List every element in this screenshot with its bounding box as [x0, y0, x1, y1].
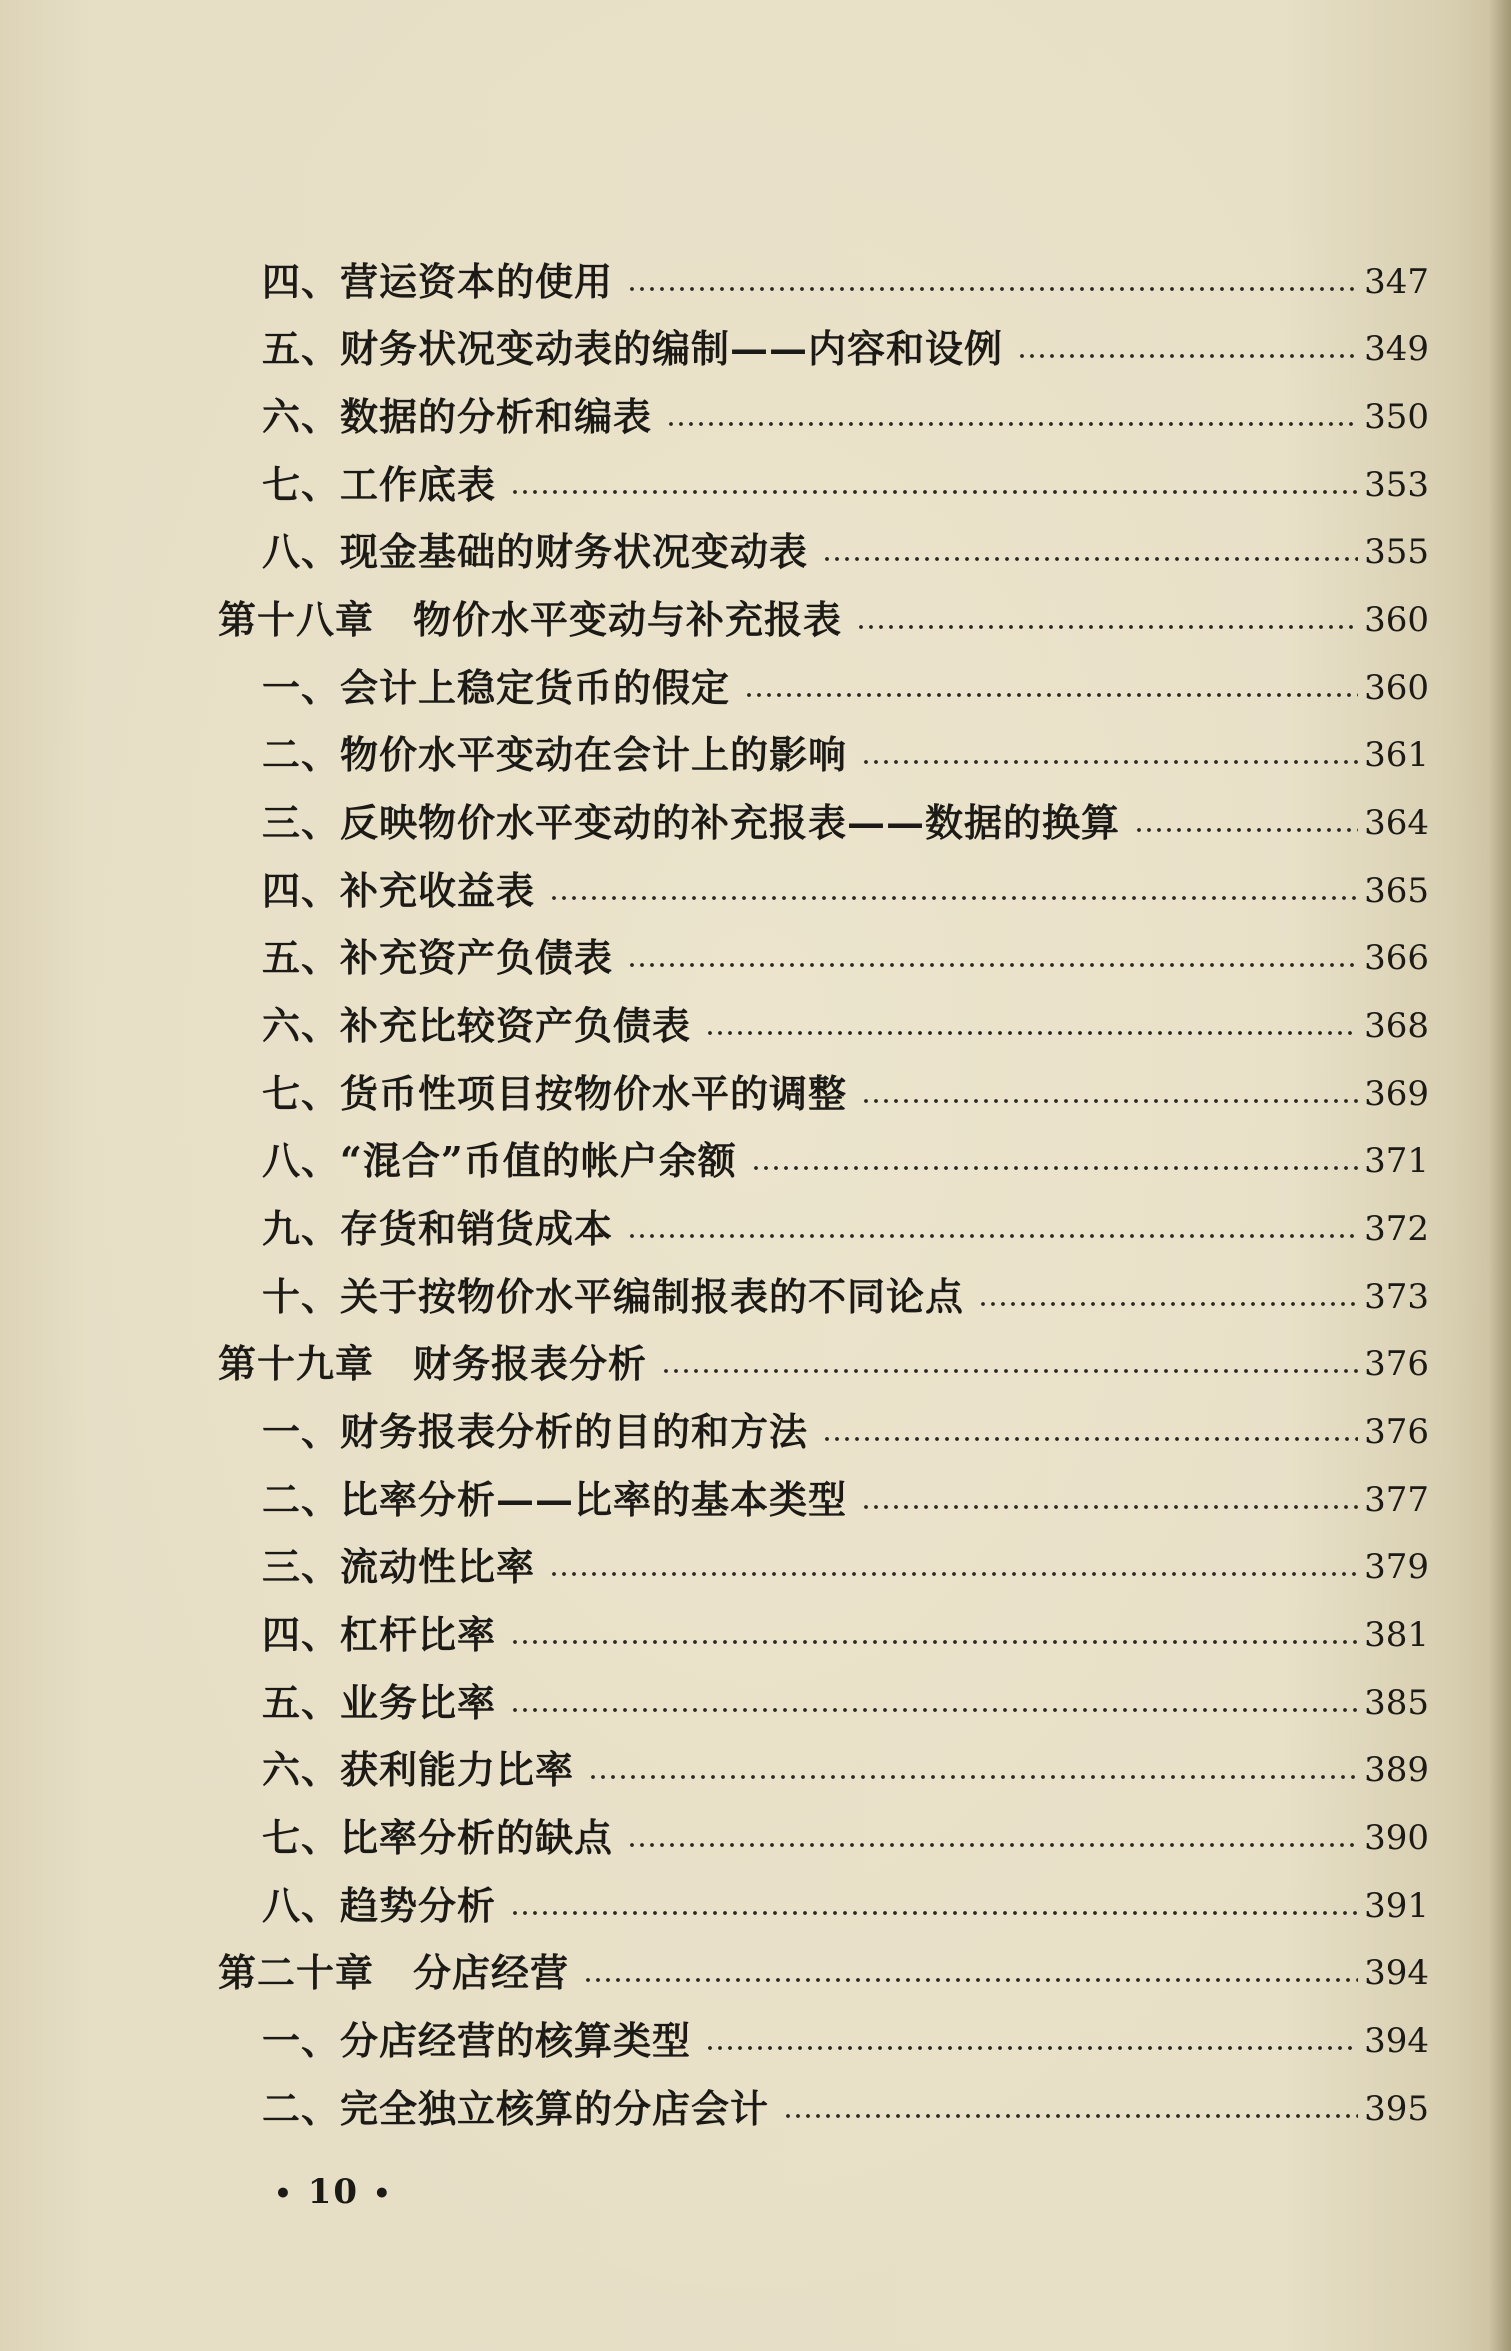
toc-entry [262, 317, 1429, 381]
dot-leader [978, 1301, 1358, 1307]
toc-entry [262, 656, 1429, 720]
toc-entry-page: 395 [1364, 2089, 1429, 2129]
toc-entry [262, 1468, 1429, 1532]
dot-leader [783, 2113, 1358, 2119]
toc-entry-page: 390 [1364, 1818, 1429, 1858]
toc-entry-title: 六、补充比较资产负债表 [262, 1003, 692, 1048]
toc-entry [262, 1874, 1429, 1938]
dot-leader [549, 895, 1358, 901]
toc-entry-page: 347 [1364, 262, 1429, 302]
dot-leader [744, 692, 1358, 698]
toc-entry-title: 四、营运资本的使用 [262, 259, 614, 304]
toc-entry-title: 五、业务比率 [262, 1680, 497, 1725]
dot-leader [861, 1098, 1358, 1104]
dot-leader [510, 1910, 1358, 1916]
dot-leader [705, 1030, 1358, 1036]
dot-leader [705, 2045, 1358, 2051]
toc-entry-title: 三、流动性比率 [262, 1544, 536, 1589]
toc-entry [262, 385, 1429, 449]
toc-entry-page: 376 [1364, 1344, 1429, 1384]
toc-entry [262, 1671, 1429, 1735]
toc-chapter-title: 第十八章 物价水平变动与补充报表 [218, 597, 843, 642]
toc-entry [262, 1265, 1429, 1329]
toc-entry-page: 376 [1364, 1412, 1429, 1452]
toc-entry-page: 369 [1364, 1074, 1429, 1114]
dot-leader [822, 1436, 1358, 1442]
toc-entry-page: 394 [1364, 1953, 1429, 1993]
toc-entry [262, 994, 1429, 1058]
toc-entry-page: 372 [1364, 1209, 1429, 1249]
toc-entry [262, 791, 1429, 855]
toc-entry-title: 一、会计上稳定货币的假定 [262, 665, 731, 710]
toc-entry-page: 394 [1364, 2021, 1429, 2061]
dot-leader [627, 286, 1358, 292]
toc-chapter-entry [218, 1332, 1429, 1396]
toc-entry-title: 六、数据的分析和编表 [262, 394, 653, 439]
toc-entry-title: 六、获利能力比率 [262, 1747, 575, 1792]
toc-entry-page: 373 [1364, 1277, 1429, 1317]
dot-leader [588, 1774, 1358, 1780]
toc-entry-page: 361 [1364, 735, 1429, 775]
toc-entry [262, 723, 1429, 787]
toc-entry-page: 381 [1364, 1615, 1429, 1655]
toc-entry [262, 2009, 1429, 2073]
toc-entry-page: 360 [1364, 668, 1429, 708]
toc-entry [262, 1738, 1429, 1802]
toc-entry-title: 四、补充收益表 [262, 868, 536, 913]
dot-leader [861, 759, 1358, 765]
toc-entry [262, 859, 1429, 923]
toc-entry-title: 九、存货和销货成本 [262, 1206, 614, 1251]
dot-leader [627, 1233, 1358, 1239]
toc-entry [262, 1535, 1429, 1599]
footer-bullet-right: • [372, 2177, 393, 2210]
dot-leader [1134, 827, 1358, 833]
dot-leader [510, 1639, 1358, 1645]
toc-chapter-entry [218, 1941, 1429, 2005]
dot-leader [861, 1504, 1358, 1510]
footer-bullet-left: • [274, 2177, 294, 2210]
toc-entry-page: 377 [1364, 1480, 1429, 1520]
toc-entry-title: 七、货币性项目按物价水平的调整 [262, 1071, 848, 1116]
toc-entry-title: 一、财务报表分析的目的和方法 [262, 1409, 809, 1454]
page-number-footer [274, 2172, 393, 2212]
toc-entry [262, 250, 1429, 314]
toc-entry-page: 368 [1364, 1006, 1429, 1046]
toc-entry-title: 七、比率分析的缺点 [262, 1815, 614, 1860]
toc-entry-page: 366 [1364, 938, 1429, 978]
dot-leader [666, 421, 1358, 427]
toc-entry-page: 364 [1364, 803, 1429, 843]
toc-entry-page: 360 [1364, 600, 1429, 640]
page-number: 10 [307, 2172, 360, 2212]
toc-entry-title: 二、物价水平变动在会计上的影响 [262, 732, 848, 777]
toc-entry-page: 365 [1364, 871, 1429, 911]
dot-leader [856, 624, 1358, 630]
toc-entry-title: 一、分店经营的核算类型 [262, 2018, 692, 2063]
toc-chapter-entry [218, 588, 1429, 652]
toc-entry-page: 391 [1364, 1886, 1429, 1926]
toc-entry-page: 389 [1364, 1750, 1429, 1790]
toc-entry-title: 三、反映物价水平变动的补充报表——数据的换算 [262, 800, 1121, 845]
toc-entry-title: 八、现金基础的财务状况变动表 [262, 529, 809, 574]
dot-leader [510, 1707, 1358, 1713]
dot-leader [583, 1977, 1358, 1983]
toc-chapter-title: 第二十章 分店经营 [218, 1950, 570, 1995]
toc-entry-title: 十、关于按物价水平编制报表的不同论点 [262, 1274, 965, 1319]
toc-entry-title: 八、趋势分析 [262, 1883, 497, 1928]
toc-entry-title: 五、财务状况变动表的编制——内容和设例 [262, 326, 1004, 371]
toc-entry-title: 二、完全独立核算的分店会计 [262, 2086, 770, 2131]
toc-entry [262, 1806, 1429, 1870]
toc-entry-page: 353 [1364, 465, 1429, 505]
toc-entry [262, 1062, 1429, 1126]
toc-entry [262, 520, 1429, 584]
dot-leader [627, 962, 1358, 968]
toc-entry-page: 350 [1364, 397, 1429, 437]
toc-entry [262, 2077, 1429, 2141]
toc-entry [262, 453, 1429, 517]
toc-entry-title: 八、“混合”币值的帐户余额 [262, 1138, 737, 1183]
toc-entry-page: 385 [1364, 1683, 1429, 1723]
toc-entry-title: 五、补充资产负债表 [262, 935, 614, 980]
dot-leader [1017, 353, 1358, 359]
toc-entry-title: 四、杠杆比率 [262, 1612, 497, 1657]
toc-entry [262, 1400, 1429, 1464]
toc-entry [262, 1129, 1429, 1193]
dot-leader [822, 556, 1358, 562]
toc-entry [262, 926, 1429, 990]
toc-entry-page: 349 [1364, 329, 1429, 369]
toc-entry [262, 1603, 1429, 1667]
toc-entry-page: 379 [1364, 1547, 1429, 1587]
dot-leader [510, 489, 1358, 495]
dot-leader [549, 1571, 1358, 1577]
dot-leader [751, 1165, 1358, 1171]
toc-entry-page: 355 [1364, 532, 1429, 572]
toc-entry [262, 1197, 1429, 1261]
toc-chapter-title: 第十九章 财务报表分析 [218, 1341, 648, 1386]
toc-entry-title: 二、比率分析——比率的基本类型 [262, 1477, 848, 1522]
toc-entry-page: 371 [1364, 1141, 1429, 1181]
dot-leader [627, 1842, 1358, 1848]
toc-entry-title: 七、工作底表 [262, 462, 497, 507]
dot-leader [661, 1368, 1358, 1374]
